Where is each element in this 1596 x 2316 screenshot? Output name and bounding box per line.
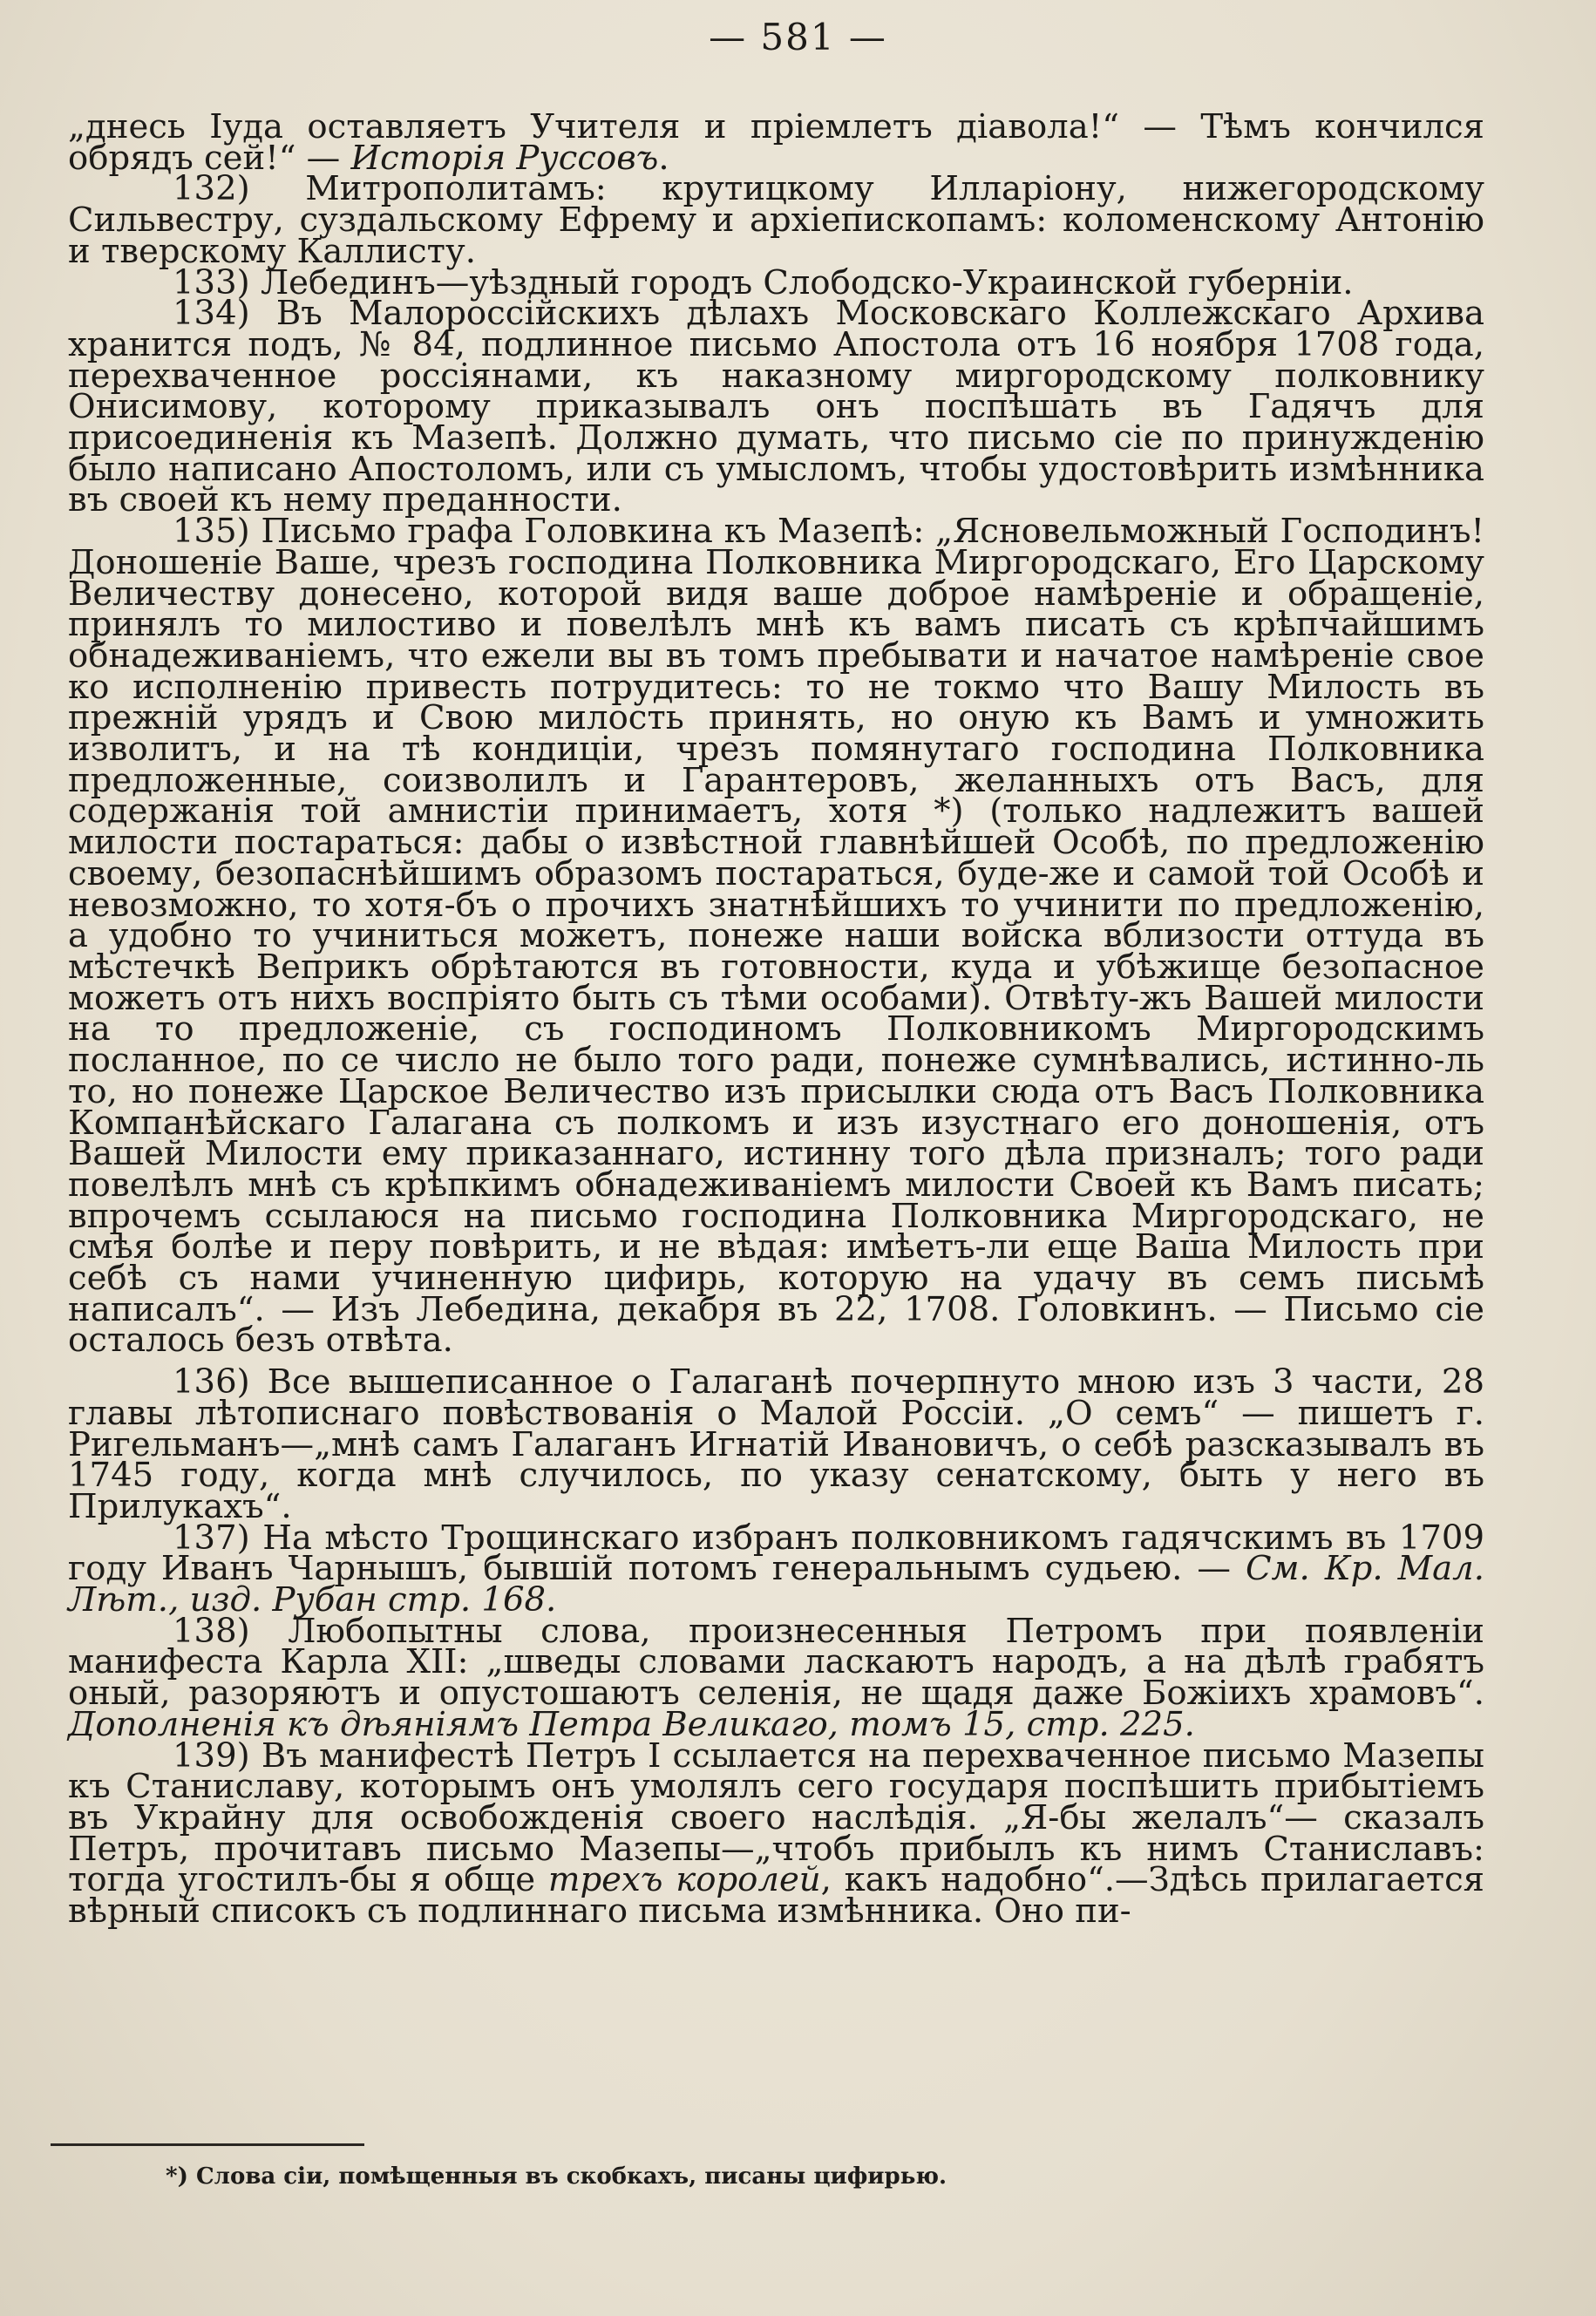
text-run: 133) Лебединъ—уѣздный городъ Слободско-Украинской губерніи. — [173, 262, 1354, 302]
note-paragraph — [68, 1611, 1484, 1744]
text-run: 136) Все вышеписанное о Галаганѣ почерпнуто мною изъ 3 части, 28 главы лѣтописнаго повѣствованія о Малой Россіи. „О семъ“ — пишетъ г. Ригельманъ—„мнѣ самъ Галаганъ Игнатій Ивановичъ, о себѣ разсказывалъ въ 1745 году, когда мнѣ случилось, по указу сенатскому, быть у него въ Прилукахъ“. — [68, 1362, 1484, 1526]
text-run: 134) Въ Малороссійскихъ дѣлахъ Московскаго Коллежскаго Архива хранится подъ, № 84, подлинное письмо Апостола отъ 16 ноября 1708 года, перехваченное россіянами, къ наказному миргородскому полковнику Онисимову, которому приказывалъ онъ поспѣшать въ Гадячъ для присоединенія къ Мазепѣ. Должно думать, что письмо сіе по принужденію было написано Апостоломъ, или съ умысломъ, чтобы удостовѣрить измѣнника въ своей къ нему преданности. — [68, 294, 1484, 520]
paragraph-continued — [68, 107, 1484, 178]
text-run: . — [658, 138, 669, 178]
text-run: 135) Письмо графа Головкина къ Мазепѣ: „Ясновельможный Господинъ! Доношеніе Ваше, чрезъ господина Полковника Миргородскаго, Его Царскому Величеству донесено, которой видя ваше доброе намѣреніе и обращеніе, принялъ то милостиво и повелѣлъ мнѣ къ вамъ писать съ крѣпчайшимъ обнадеживаніемъ, что ежели вы въ томъ пребывати и начатое намѣреніе свое ко исполненію привесть потрудитесь: то не токмо что Вашу Милость въ прежній урядъ и Свою милость принять, но оную къ Вамъ и умножить изволитъ, и на тѣ кондиціи, чрезъ помянутаго господина Полковника предложенные, соизволилъ и Гарантеровъ, желанныхъ отъ Васъ, для содержанія той амнистіи принимаетъ, хотя *) (только надлежитъ вашей милости постараться: дабы о извѣстной главнѣйшей Особѣ, по предложенію своему, безопаснѣйшимъ образомъ постараться, буде-же и самой той Особѣ и невозможно, то хотя-бъ о прочихъ знатнѣйшихъ то учинити по предложенію, а удобно то учиниться можетъ, понеже наши войска вблизости оттуда въ мѣстечкѣ Веприкъ обрѣтаются въ готовности, куда и убѣжище безопасное можетъ отъ нихъ воспріято быть съ тѣми особами). Отвѣту-жъ Вашей милости на то предложеніе, съ господиномъ Полковникомъ Миргородскимъ посланное, по се число не было того ради, понеже сумнѣвались, истинно-ль то, но понеже Царское Величество изъ присылки сюда отъ Васъ Полковника Компанѣйскаго Галагана съ полкомъ и изъ изустнаго его доношенія, отъ Вашей Милости ему приказаннаго, истинну того дѣла призналъ; того ради повелѣлъ мнѣ съ крѣпкимъ обнадеживаніемъ милости Своей къ Вамъ писать; впрочемъ ссылаюся на письмо господина Полковника Миргородскаго, не смѣя болѣе и перу повѣрить, и не вѣдая: имѣетъ-ли еще Ваша Милость при себѣ съ нами учиненную цифирь, которую на удачу въ семъ письмѣ написалъ“. — Изъ Лебедина, декабря въ 22, 1708. Головкинъ. — Письмо сіе осталось безъ отвѣта. — [68, 512, 1484, 1361]
italic-citation: См. Кр. Мал. Лѣт., изд. Рубан стр. 168. — [68, 1549, 1484, 1620]
text-run: 132) Митрополитамъ: крутицкому Илларіону, нижегородскому Сильвестру, суздальскому Ефрему и архіепископамъ: коломенскому Антонію и тверскому Каллисту. — [68, 169, 1484, 271]
italic-citation: Исторія Руссовъ — [350, 138, 659, 178]
note-paragraph — [68, 294, 1484, 520]
italic-citation: Дополненія къ дѣяніямъ Петра Великаго, томъ 15, стр. 225. — [68, 1704, 1195, 1744]
note-paragraph — [68, 1518, 1484, 1620]
text-run: , какъ надобно“.—Здѣсь прилагается вѣрный списокъ съ подлиннаго письма измѣнника. Оно пи- — [68, 1860, 1485, 1932]
text-run: 137) На мѣсто Трощинскаго избранъ полковникомъ гадячскимъ въ 1709 году Иванъ Чарнышъ, бывшій потомъ генеральнымъ судьею. — — [68, 1518, 1484, 1589]
note-paragraph — [68, 1735, 1485, 1932]
footnote-rule — [51, 2143, 364, 2146]
text-run: 138) Любопытны слова, произнесенныя Петромъ при появленіи манифеста Карла XII: „шведы словами ласкаютъ народъ, а на дѣлѣ грабятъ оный, разоряютъ и опустошаютъ селенія, не щадя даже Божіихъ храмовъ“. — [68, 1611, 1484, 1714]
italic-citation: трехъ королей — [547, 1860, 821, 1900]
note-paragraph — [68, 512, 1484, 1361]
body-text — [68, 107, 1485, 1932]
note-paragraph — [68, 169, 1484, 271]
text-run: „днесь Іуда оставляетъ Учителя и пріемлетъ діавола!“ — Тѣмъ кончился обрядъ сей!“ — — [68, 107, 1484, 178]
page-number: — 581 — — [709, 16, 887, 58]
footnote: *) Слова сіи, помѣщенныя въ скобкахъ, писаны цифирью. — [166, 2163, 947, 2190]
note-paragraph — [68, 1362, 1484, 1526]
text-run: 139) Въ манифестѣ Петръ I ссылается на перехваченное письмо Мазепы къ Станиславу, которымъ онъ умолялъ сего государя поспѣшить прибытіемъ въ Украйну для освобожденія своего наслѣдія. „Я-бы желалъ“— сказалъ Петръ, прочитавъ письмо Мазепы—„чтобъ прибылъ къ нимъ Станиславъ: тогда угостилъ-бы я обще — [68, 1735, 1484, 1900]
